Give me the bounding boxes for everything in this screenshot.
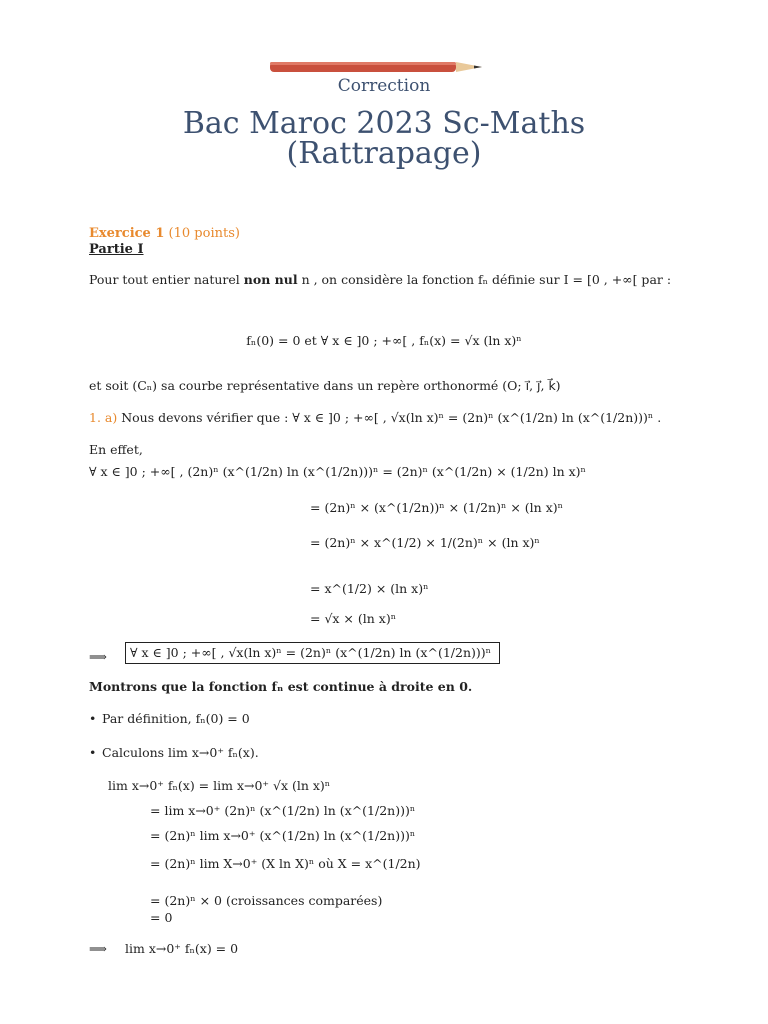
part-title: Partie I — [89, 242, 144, 257]
question-label: 1. a) — [89, 410, 118, 425]
limit-step: = (2n)ⁿ lim x→0⁺ (x^(1/2n) ln (x^(1/2n)))ⁿ — [150, 828, 416, 843]
exercise-label: Exercice 1 — [89, 226, 165, 241]
header-kicker: Correction — [337, 76, 431, 96]
exercise-points: (10 points) — [168, 226, 240, 241]
curve-line: et soit (Cₙ) sa courbe représentative dans un repère orthonormé (O; i⃗, j⃗, k⃗) — [89, 378, 561, 393]
question-text: Nous devons vérifier que : ∀ x ∈ ]0 ; +∞[ , √x(ln x)ⁿ = (2n)ⁿ (x^(1/2n) ln (x^(1/2n)))ⁿ . — [121, 410, 662, 425]
page-title: Bac Maroc 2023 Sc-Maths (Rattrapage) — [182, 106, 586, 171]
step-line: = x^(1/2) × (ln x)ⁿ — [310, 581, 429, 596]
implies-arrow: ⟹ — [89, 649, 107, 664]
step-line: = √x × (ln x)ⁿ — [310, 611, 397, 626]
limit-step: lim x→0⁺ fₙ(x) = lim x→0⁺ √x (ln x)ⁿ — [108, 778, 331, 793]
limit-step: = lim x→0⁺ (2n)ⁿ (x^(1/2n) ln (x^(1/2n)))ⁿ — [150, 803, 416, 818]
step-line: = (2n)ⁿ × (x^(1/2n))ⁿ × (1/2n)ⁿ × (ln x)ⁿ — [310, 500, 564, 515]
limit-step: = 0 — [150, 910, 173, 925]
implies-arrow: ⟹ — [89, 941, 107, 956]
en-effet: En effet, — [89, 442, 143, 457]
step-line: ∀ x ∈ ]0 ; +∞[ , (2n)ⁿ (x^(1/2n) ln (x^(1/2n)))ⁿ = (2n)ⁿ (x^(1/2n) × (1/2n) ln x)ⁿ — [89, 464, 586, 479]
boxed-result: ∀ x ∈ ]0 ; +∞[ , √x(ln x)ⁿ = (2n)ⁿ (x^(1/2n) ln (x^(1/2n)))ⁿ — [125, 642, 500, 664]
bullet-item: • Calculons lim x→0⁺ fₙ(x). — [102, 745, 259, 761]
limit-step: = (2n)ⁿ × 0 (croissances comparées) — [150, 893, 383, 908]
bullet-item: • Par définition, fₙ(0) = 0 — [102, 711, 250, 727]
conclusion: lim x→0⁺ fₙ(x) = 0 — [125, 941, 239, 956]
exercise-heading — [89, 226, 240, 241]
limit-step: = (2n)ⁿ lim X→0⁺ (X ln X)ⁿ où X = x^(1/2n) — [150, 856, 421, 871]
continuity-heading: Montrons que la fonction fₙ est continue à droite en 0. — [89, 679, 473, 694]
function-definition: fₙ(0) = 0 et ∀ x ∈ ]0 ; +∞[ , fₙ(x) = √x (ln x)ⁿ — [246, 333, 522, 348]
intro-text: Pour tout entier naturel non nul n , on considère la fonction fₙ définie sur I = [0 , +∞[ par : — [89, 272, 672, 287]
question-1a — [89, 410, 661, 426]
pencil-icon — [268, 56, 498, 78]
step-line: = (2n)ⁿ × x^(1/2) × 1/(2n)ⁿ × (ln x)ⁿ — [310, 535, 540, 550]
